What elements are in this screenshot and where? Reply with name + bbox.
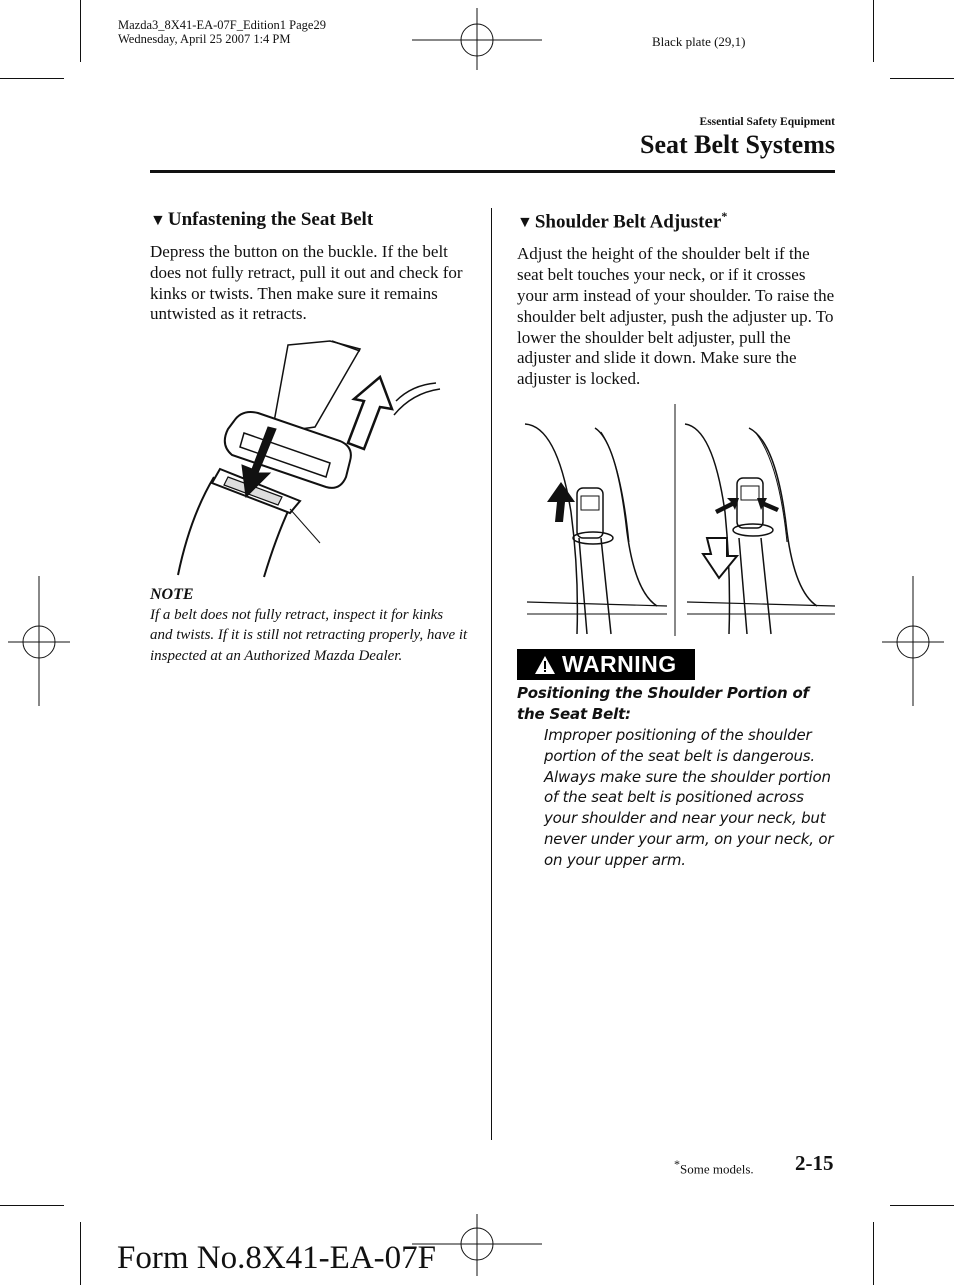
shoulder-adjuster-illustration — [517, 402, 837, 638]
adjuster-heading-text: Shoulder Belt Adjuster — [534, 211, 722, 233]
triangle-marker-icon: ▼ — [150, 212, 166, 229]
adjuster-body: Adjust the height of the shoulder belt if the seat belt touches your neck, or if it crosses your arm instead of your shoulder. To raise the shoulder belt adjuster, push the adjuster up. To lower the shoulder belt adjuster, pull the adjuster and slide it down. Make sure the adjuster is locked. — [517, 244, 835, 389]
registration-mark — [882, 576, 944, 706]
triangle-marker-icon: ▼ — [517, 214, 533, 232]
page-title: Seat Belt Systems — [640, 130, 835, 159]
note-block — [150, 585, 468, 666]
warning-content — [517, 683, 837, 871]
warning-text: Improper positioning of the shoulder portion of the seat belt is dangerous. Always make sure the shoulder portion of the seat belt is positioned across your shoulder and near your neck, but never under your arm, on your neck, or on your upper arm. — [544, 726, 834, 869]
crop-mark — [890, 78, 954, 79]
footnote-text: Some models. — [680, 1161, 754, 1177]
some-models-asterisk: * — [721, 209, 728, 223]
title-rule — [150, 170, 835, 173]
plate-label: Black plate (29,1) — [652, 34, 746, 49]
warning-label: WARNING — [562, 651, 677, 677]
print-meta-line2: Wednesday, April 25 2007 1:4 PM — [118, 32, 291, 46]
registration-mark — [8, 576, 70, 706]
page-number: 2-15 — [795, 1151, 834, 1175]
crop-mark — [890, 1205, 954, 1206]
crop-mark — [80, 0, 81, 62]
unfastening-heading-text: Unfastening the Seat Belt — [167, 209, 374, 230]
right-column — [517, 209, 837, 390]
crop-mark — [873, 0, 874, 62]
crop-mark — [0, 78, 64, 79]
section-label: Essential Safety Equipment — [699, 116, 835, 128]
footnote — [674, 1157, 754, 1177]
buckle-release-illustration — [150, 337, 470, 579]
registration-mark — [412, 8, 542, 70]
note-text: If a belt does not fully retract, inspect it for kinks and twists. If it is still not retracting properly, have it inspected at an Authorized Mazda Dealer. — [150, 607, 468, 664]
crop-mark — [80, 1222, 81, 1285]
form-number: Form No.8X41-EA-07F — [117, 1240, 436, 1276]
adjuster-heading — [517, 209, 837, 233]
left-column — [150, 209, 468, 325]
print-meta-line1: Mazda3_8X41-EA-07F_Edition1 Page29 — [118, 18, 326, 32]
column-divider — [491, 208, 492, 1140]
unfastening-heading — [150, 209, 468, 231]
crop-mark — [873, 1222, 874, 1285]
unfastening-body: Depress the button on the buckle. If the belt does not fully retract, pull it out and check for kinks or twists. Then make sure it remains untwisted as it retracts. — [150, 242, 463, 324]
warning-triangle-icon — [534, 655, 556, 675]
warning-title: Positioning the Shoulder Portion of the Seat Belt: — [517, 684, 809, 723]
print-metadata — [118, 18, 326, 46]
footnote-asterisk: * — [674, 1157, 680, 1171]
note-title: NOTE — [150, 586, 194, 603]
crop-mark — [0, 1205, 64, 1206]
warning-badge — [517, 649, 695, 680]
